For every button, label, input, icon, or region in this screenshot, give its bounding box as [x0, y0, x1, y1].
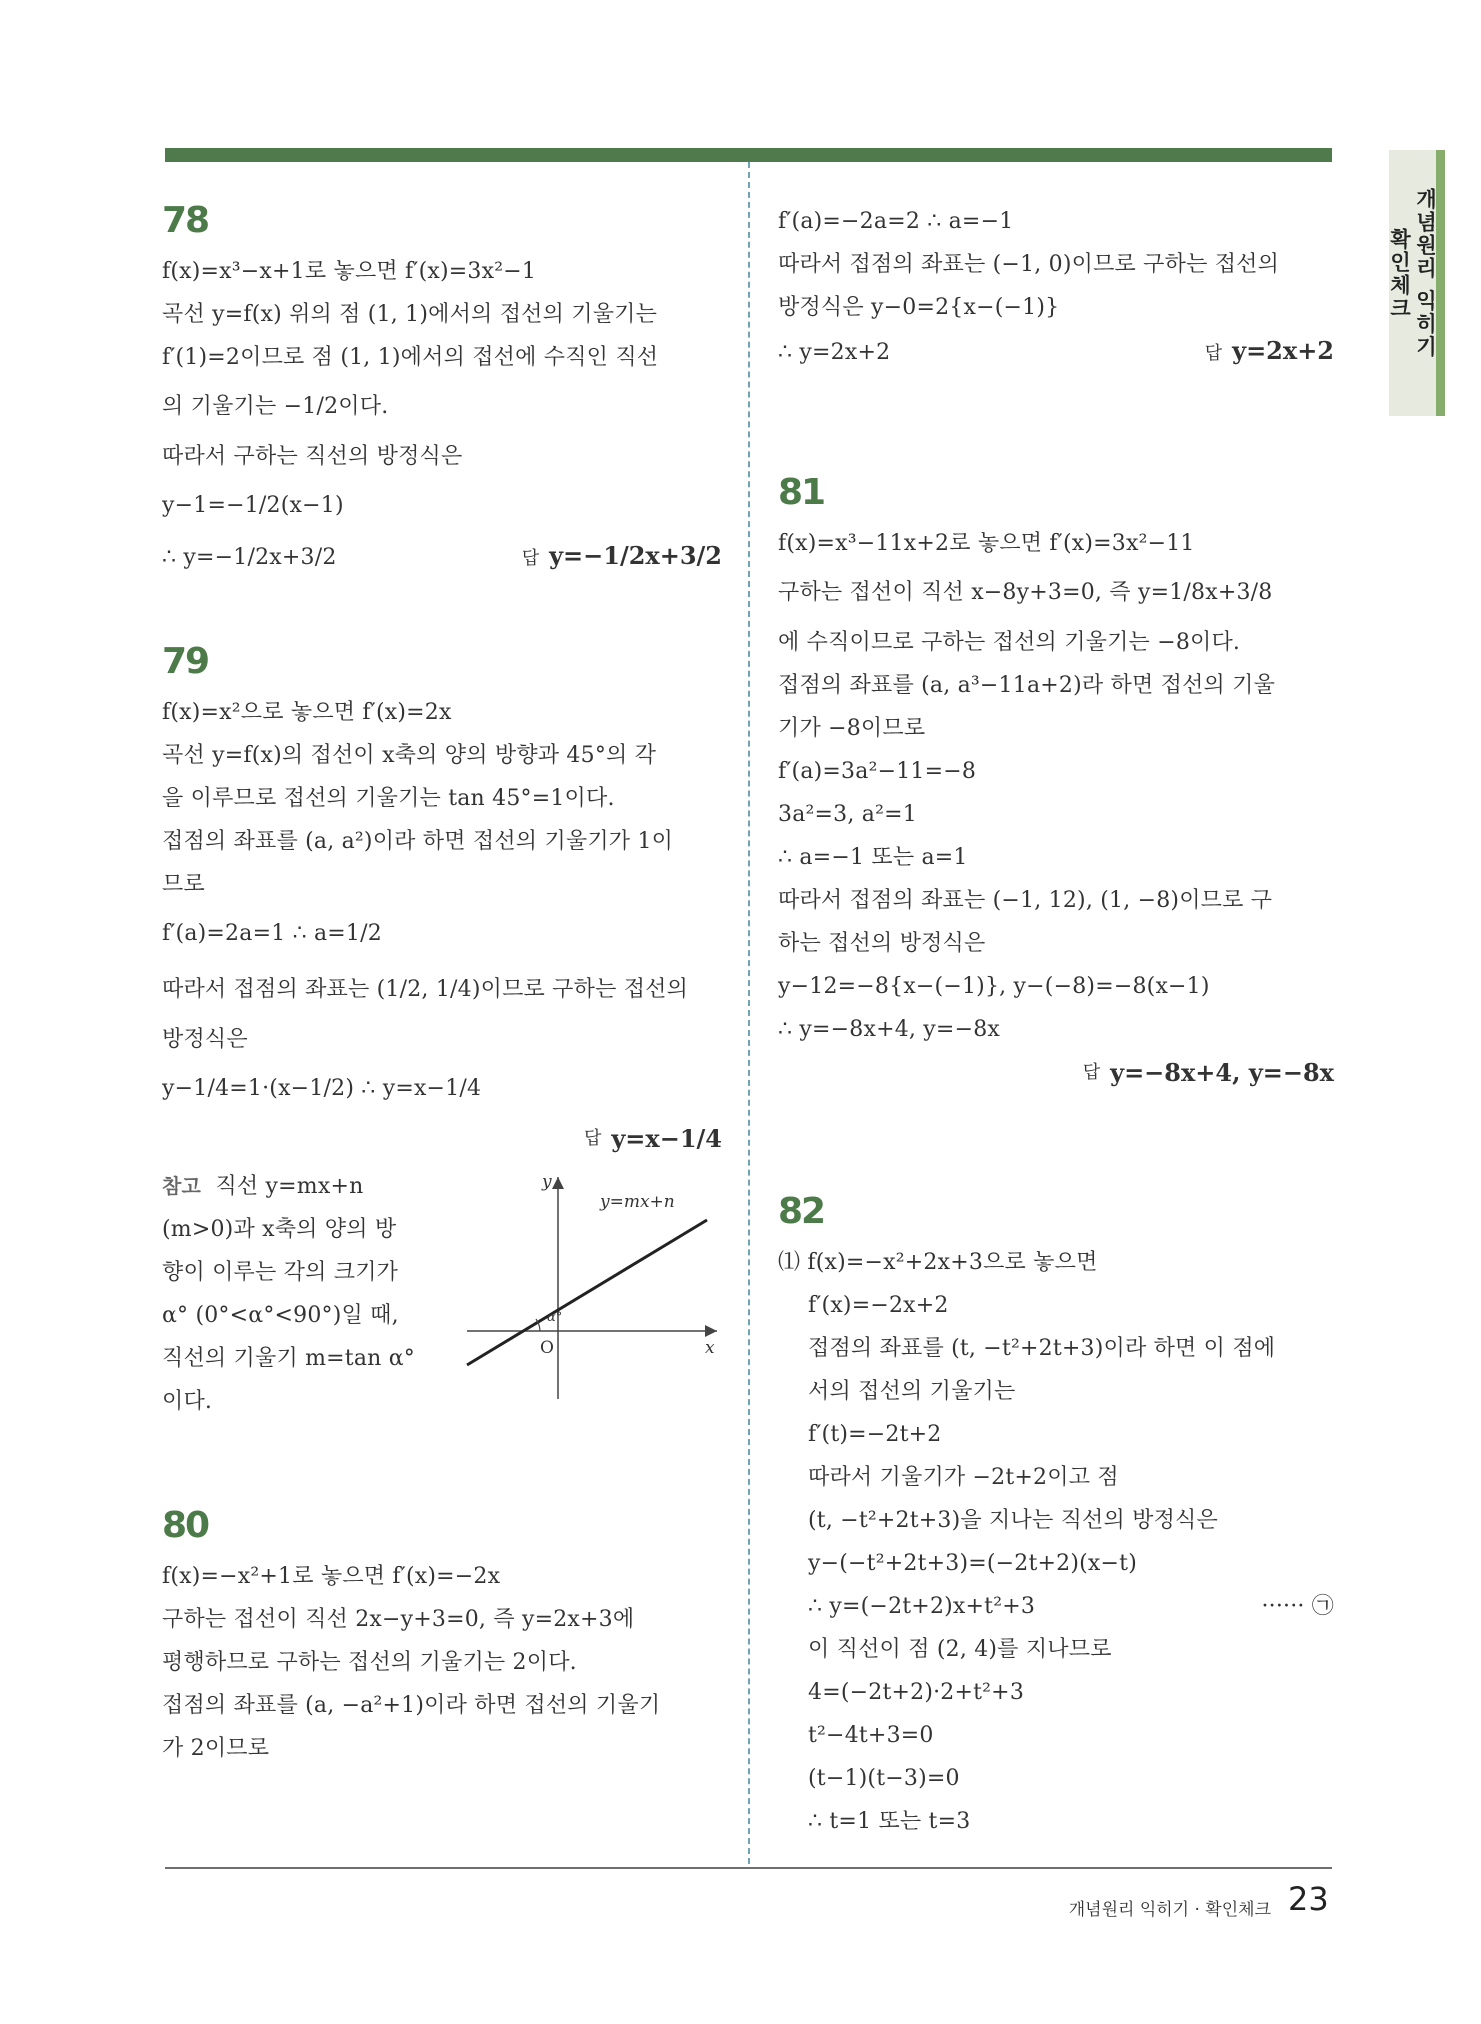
solution-line: 가 2이므로: [162, 1736, 270, 1761]
reference-note: [162, 1165, 722, 1445]
solution-line: y−1=−1/2(x−1): [162, 493, 344, 518]
origin-label: O: [540, 1338, 554, 1358]
footer-section-title: 개념원리 익히기 · 확인체크: [1068, 1900, 1271, 1920]
solution-line: ∴ y=−8x+4, y=−8x: [778, 1017, 1001, 1042]
solution-line: 방정식은: [162, 1027, 248, 1052]
solution-line: f′(a)=−2a=2 ∴ a=−1: [778, 209, 1014, 234]
problem-80-continued: [778, 200, 1334, 376]
solution-line: 서의 접선의 기울기는: [808, 1379, 1016, 1404]
note-label: 참고: [162, 1174, 202, 1198]
section-tab: [1389, 150, 1445, 416]
solution-line: 3a²=3, a²=1: [778, 802, 917, 827]
problem-82: [778, 1191, 1334, 1843]
solution-line: (t, −t²+2t+3)을 지나는 직선의 방정식은: [808, 1508, 1218, 1533]
answer-row: [778, 1051, 1334, 1095]
solution-line: y−12=−8{x−(−1)}, y−(−8)=−8(x−1): [778, 974, 1210, 999]
line-y-mx-n: [467, 1220, 707, 1365]
problem-80: [162, 1505, 722, 1770]
answer-label: 답: [1204, 343, 1223, 364]
solution-line: f′(t)=−2t+2: [808, 1422, 942, 1447]
answer-value: y=−8x+4, y=−8x: [1110, 1058, 1334, 1087]
note-line: α° (0°<α°<90°)일 때,: [162, 1303, 399, 1328]
section-tab-subtitle: 확인체크: [1387, 228, 1412, 320]
solution-line: t²−4t+3=0: [808, 1723, 934, 1748]
solution-line: ∴ t=1 또는 t=3: [808, 1809, 971, 1834]
solution-line: 하는 접선의 방정식은: [778, 931, 986, 956]
page-number: 23: [1288, 1880, 1329, 1918]
solution-line: f(x)=x³−x+1로 놓으면 f′(x)=3x²−1: [162, 259, 537, 284]
solution-line: ∴ a=−1 또는 a=1: [778, 845, 968, 870]
note-line: 향이 이루는 각의 크기가: [162, 1260, 399, 1285]
problem-79: [162, 641, 722, 1445]
answer-label: 답: [583, 1128, 602, 1149]
solution-line: (t−1)(t−3)=0: [808, 1766, 960, 1791]
problem-number: 81: [778, 472, 825, 513]
solution-line: 따라서 접점의 좌표는 (1/2, 1/4)이므로 구하는 접선의: [162, 977, 689, 1002]
solution-line: 기가 −8이므로: [778, 716, 926, 741]
solution-line: 이 직선이 점 (2, 4)를 지나므로: [808, 1637, 1112, 1662]
solution-line: 평행하므로 구하는 접선의 기울기는 2이다.: [162, 1650, 577, 1675]
solution-line: 을 이루므로 접선의 기울기는 tan 45°=1이다.: [162, 786, 615, 811]
solution-line: 구하는 접선이 직선 2x−y+3=0, 즉 y=2x+3에: [162, 1607, 635, 1632]
note-line: 직선의 기울기 m=tan α°: [162, 1346, 415, 1371]
answer-row: [162, 1117, 722, 1161]
solution-line: 접점의 좌표를 (a, a³−11a+2)라 하면 접선의 기울: [778, 673, 1276, 698]
solution-line: f′(a)=2a=1 ∴ a=1/2: [162, 921, 382, 946]
solution-line: 따라서 기울기가 −2t+2이고 점: [808, 1465, 1119, 1490]
solution-line: 접점의 좌표를 (a, a²)이라 하면 접선의 기울기가 1이: [162, 829, 674, 854]
solution-line: 의 기울기는 −1/2이다.: [162, 394, 389, 419]
solution-line: f(x)=x³−11x+2로 놓으면 f′(x)=3x²−11: [778, 531, 1195, 556]
x-axis-label: x: [705, 1338, 715, 1358]
note-line: (m>0)과 x축의 양의 방: [162, 1217, 397, 1242]
answer-value: y=2x+2: [1232, 336, 1334, 365]
solution-line: 곡선 y=f(x)의 접선이 x축의 양의 방향과 45°의 각: [162, 743, 657, 768]
equation-marker: ······ ㉠: [1261, 1594, 1334, 1619]
problem-78: [162, 200, 722, 581]
answer-row: [162, 534, 722, 581]
solution-line: 구하는 접선이 직선 x−8y+3=0, 즉 y=1/8x+3/8: [778, 580, 1273, 605]
angle-label: α°: [547, 1310, 563, 1325]
answer-label: 답: [1082, 1062, 1101, 1083]
answer-label: 답: [521, 548, 540, 569]
left-column: [162, 200, 722, 1770]
solution-line: y−(−t²+2t+3)=(−2t+2)(x−t): [808, 1551, 1137, 1576]
note-line: 직선 y=mx+n: [215, 1174, 364, 1199]
solution-line: 곡선 y=f(x) 위의 점 (1, 1)에서의 접선의 기울기는: [162, 302, 658, 327]
top-rule: [165, 148, 1332, 162]
note-line: 이다.: [162, 1389, 213, 1414]
solution-line: f′(a)=3a²−11=−8: [778, 759, 977, 784]
solution-line: y−1/4=1·(x−1/2) ∴ y=x−1/4: [162, 1076, 482, 1101]
column-divider: [748, 162, 750, 1864]
solution-line: ∴ y=(−2t+2)x+t²+3: [808, 1594, 1036, 1619]
line-graph: [462, 1165, 722, 1405]
solution-line: 접점의 좌표를 (a, −a²+1)이라 하면 접선의 기울기: [162, 1693, 661, 1718]
problem-number: 80: [162, 1505, 209, 1546]
answer-row: [778, 329, 1334, 376]
equation-marked-row: [778, 1585, 1334, 1628]
solution-line: f′(1)=2이므로 점 (1, 1)에서의 접선에 수직인 직선: [162, 345, 659, 370]
problem-number: 78: [162, 200, 209, 241]
solution-line: 4=(−2t+2)·2+t²+3: [808, 1680, 1025, 1705]
solution-line: 접점의 좌표를 (t, −t²+2t+3)이라 하면 이 점에: [808, 1336, 1276, 1361]
right-column: [778, 200, 1334, 1843]
answer-value: y=−1/2x+3/2: [549, 541, 722, 570]
solution-line: f(x)=−x²+1로 놓으면 f′(x)=−2x: [162, 1564, 501, 1589]
solution-line: 므로: [162, 872, 205, 897]
problem-number: 82: [778, 1191, 825, 1232]
solution-line: ∴ y=2x+2: [778, 340, 891, 365]
y-axis-label: y: [542, 1172, 552, 1192]
problem-81: [778, 472, 1334, 1095]
solution-line: f(x)=x²으로 놓으면 f′(x)=2x: [162, 700, 452, 725]
solution-line: 따라서 구하는 직선의 방정식은: [162, 444, 463, 469]
solution-line: 따라서 접점의 좌표는 (−1, 0)이므로 구하는 접선의: [778, 252, 1280, 277]
solution-line: ∴ y=−1/2x+3/2: [162, 545, 337, 570]
solution-line: 따라서 접점의 좌표는 (−1, 12), (1, −8)이므로 구: [778, 888, 1273, 913]
problem-number: 79: [162, 641, 209, 682]
solution-line: f′(x)=−2x+2: [808, 1293, 949, 1318]
line-label: y=mx+n: [600, 1192, 675, 1212]
answer-value: y=x−1/4: [611, 1124, 722, 1153]
solution-line: 에 수직이므로 구하는 접선의 기울기는 −8이다.: [778, 630, 1241, 655]
section-tab-title: 개념원리 익히기: [1413, 188, 1438, 359]
solution-line: 방정식은 y−0=2{x−(−1)}: [778, 295, 1060, 320]
solution-line: ⑴ f(x)=−x²+2x+3으로 놓으면: [778, 1250, 1098, 1275]
bottom-rule: [165, 1867, 1332, 1869]
